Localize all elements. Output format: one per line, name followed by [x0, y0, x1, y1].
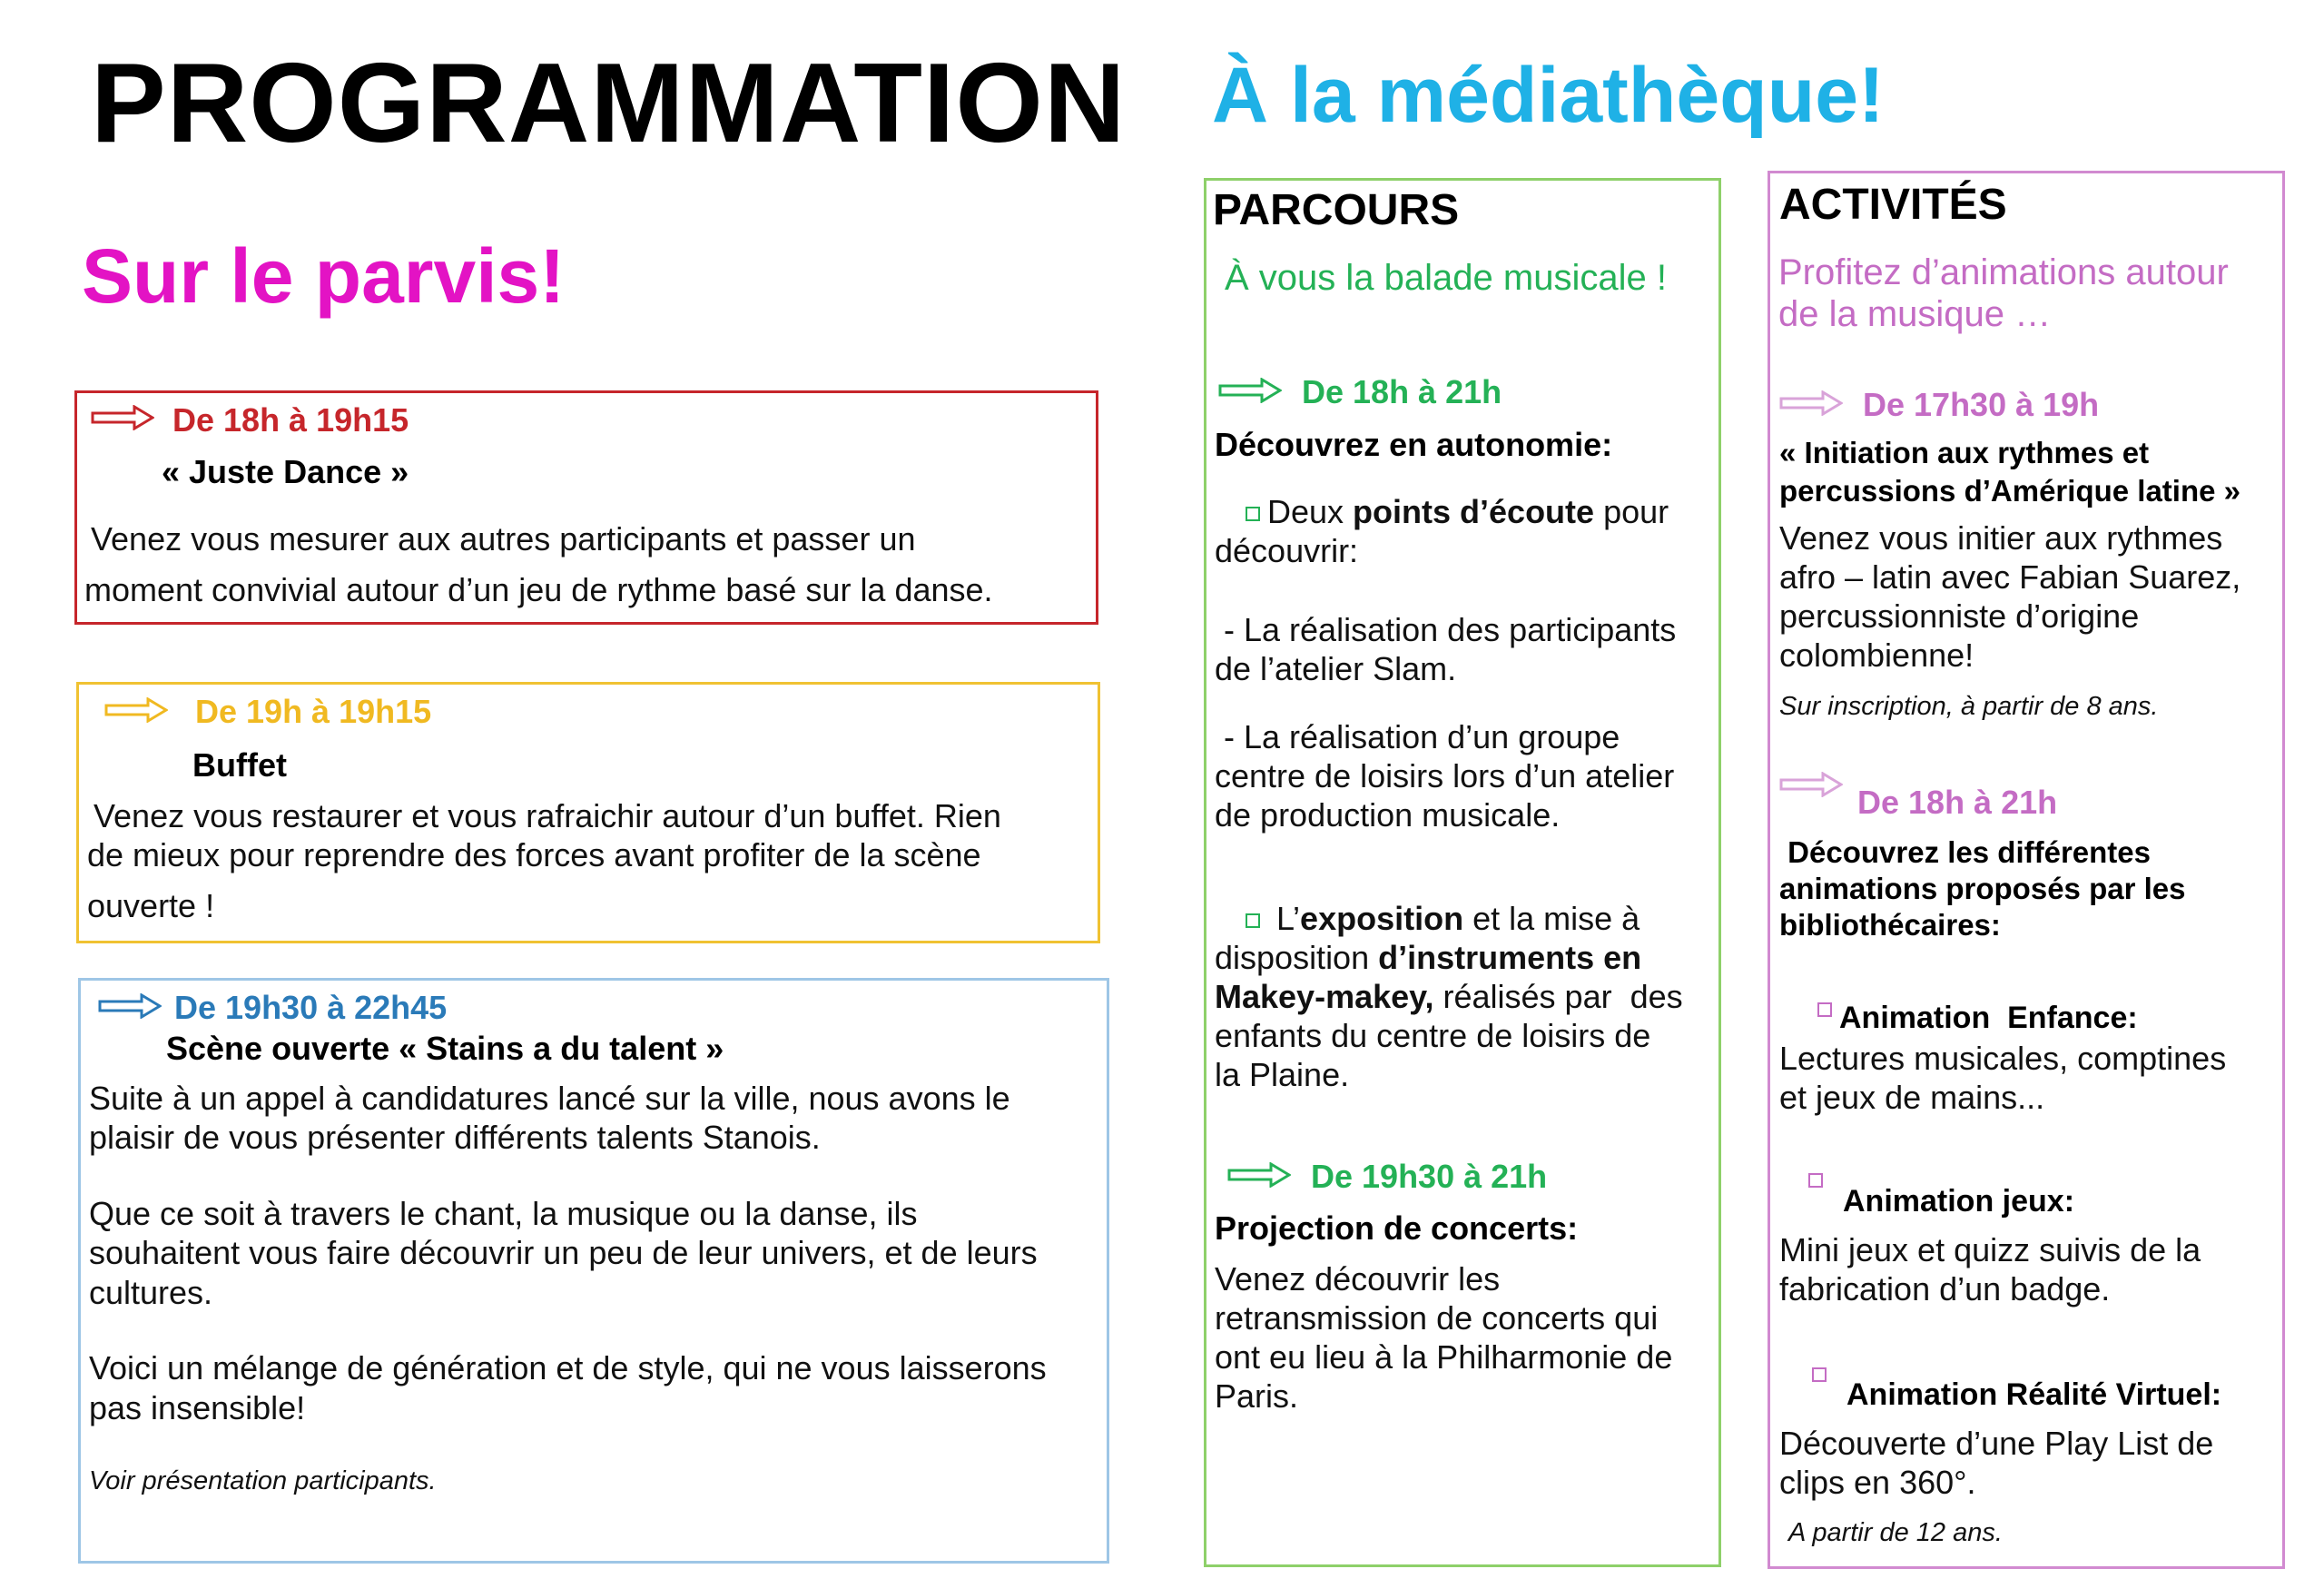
parcours-heading: PARCOURS — [1213, 186, 1460, 234]
activites-tagline-l2: de la musique … — [1778, 294, 2052, 334]
activites-tagline-l1: Profitez d’animations autour — [1778, 252, 2229, 292]
scene-time: De 19h30 à 22h45 — [174, 989, 448, 1026]
arrow-right-icon — [104, 697, 168, 723]
parcours-item1-l2: découvrir: — [1215, 532, 1359, 569]
scene-p2-l1: Que ce soit à travers le chant, la musique ou la danse, ils — [89, 1195, 918, 1232]
activites-slot1-l4: colombienne! — [1779, 636, 1974, 674]
parcours-slot2-l3: ont eu lieu à la Philharmonie de — [1215, 1338, 1673, 1376]
activites-slot1-label-l1: « Initiation aux rythmes et — [1779, 436, 2150, 469]
parcours-dash1-l2: de l’atelier Slam. — [1215, 650, 1457, 687]
activites-enfance-title: Animation Enfance: — [1817, 999, 2138, 1038]
parcours-tagline: À vous la balade musicale ! — [1225, 258, 1667, 298]
juste-dance-text-2: moment convivial autour d’un jeu de rythme basé sur la danse. — [84, 571, 993, 608]
arrow-right-icon — [98, 993, 162, 1019]
parcours-item2-l5: la Plaine. — [1215, 1056, 1350, 1093]
mediatheque-heading: À la médiathèque! — [1212, 52, 1885, 139]
parcours-dash2-l2: centre de loisirs lors d’un atelier — [1215, 757, 1675, 794]
activites-slot1-l3: percussionniste d’origine — [1779, 597, 2140, 635]
activites-slot1-label-l2: percussions d’Amérique latine » — [1779, 474, 2240, 508]
juste-dance-time: De 18h à 19h15 — [172, 401, 409, 439]
parcours-slot2-l4: Paris. — [1215, 1377, 1299, 1415]
checkbox-icon — [1246, 507, 1260, 521]
activites-slot1-note: Sur inscription, à partir de 8 ans. — [1779, 692, 2159, 721]
scene-p2-l3: cultures. — [89, 1274, 213, 1311]
scene-p3-l2: pas insensible! — [89, 1389, 306, 1426]
checkbox-icon — [1246, 913, 1260, 928]
parcours-slot1-label: Découvrez en autonomie: — [1215, 426, 1613, 463]
parcours-slot2-time: De 19h30 à 21h — [1311, 1158, 1548, 1195]
activites-slot1-l2: afro – latin avec Fabian Suarez, — [1779, 558, 2241, 596]
parvis-heading: Sur le parvis! — [82, 233, 566, 319]
activites-slot2-label-l1: Découvrez les différentes — [1779, 835, 2151, 869]
buffet-text-2: de mieux pour reprendre des forces avant profiter de la scène — [87, 836, 981, 873]
parcours-slot2-label: Projection de concerts: — [1215, 1209, 1579, 1247]
activites-slot1-l1: Venez vous initier aux rythmes — [1779, 519, 2223, 557]
page-title: PROGRAMMATION — [91, 41, 1127, 166]
parcours-item2-l3: Makey-makey, réalisés par des — [1215, 978, 1683, 1015]
arrow-right-icon — [1779, 772, 1843, 797]
scene-p3-l1: Voici un mélange de génération et de style, qui ne vous laisserons — [89, 1349, 1047, 1386]
buffet-text-1: Venez vous restaurer et vous rafraichir autour d’un buffet. Rien — [94, 797, 1001, 834]
buffet-time: De 19h à 19h15 — [195, 693, 432, 730]
activites-vr-l1: Découverte d’une Play List de — [1779, 1425, 2214, 1462]
activites-enfance-l2: et jeux de mains... — [1779, 1079, 2045, 1116]
parcours-dash1-l1: - La réalisation des participants — [1215, 611, 1677, 648]
scene-p2-l2: souhaitent vous faire découvrir un peu de leur univers, et de leurs — [89, 1234, 1038, 1271]
activites-jeux-title: Animation jeux: — [1843, 1184, 2075, 1219]
parcours-dash2-l1: - La réalisation d’un groupe — [1215, 718, 1620, 755]
activites-slot2-label-l2: animations proposés par les — [1779, 872, 2186, 905]
checkbox-icon — [1812, 1367, 1827, 1382]
parcours-slot2-l1: Venez découvrir les — [1215, 1260, 1501, 1298]
parcours-item2-l4: enfants du centre de loisirs de — [1215, 1017, 1651, 1054]
checkbox-icon — [1808, 1173, 1823, 1188]
activites-slot2-time: De 18h à 21h — [1857, 784, 2058, 821]
arrow-right-icon — [1779, 390, 1843, 416]
checkbox-icon — [1817, 1002, 1832, 1017]
parcours-slot2-l2: retransmission de concerts qui — [1215, 1299, 1659, 1337]
arrow-right-icon — [1227, 1162, 1291, 1188]
buffet-title: Buffet — [192, 746, 287, 784]
scene-p1-l1: Suite à un appel à candidatures lancé sur la ville, nous avons le — [89, 1080, 1010, 1117]
buffet-text-3: ouverte ! — [87, 887, 215, 924]
scene-note: Voir présentation participants. — [89, 1466, 437, 1495]
arrow-right-icon — [1218, 378, 1282, 403]
arrow-right-icon — [91, 405, 154, 430]
parcours-dash2-l3: de production musicale. — [1215, 796, 1561, 834]
scene-p1-l2: plaisir de vous présenter différents talents Stanois. — [89, 1119, 821, 1156]
parcours-item2: L’exposition et la mise à — [1246, 899, 1640, 939]
activites-vr-note: A partir de 12 ans. — [1788, 1518, 2003, 1547]
parcours-item1: Deux points d’écoute pour — [1246, 492, 1669, 532]
juste-dance-title: « Juste Dance » — [162, 453, 409, 490]
activites-vr-title: Animation Réalité Virtuel: — [1846, 1377, 2222, 1412]
juste-dance-text-1: Venez vous mesurer aux autres participants et passer un — [91, 520, 916, 558]
activites-jeux-l1: Mini jeux et quizz suivis de la — [1779, 1231, 2201, 1268]
activites-vr-l2: clips en 360°. — [1779, 1464, 1976, 1501]
activites-jeux-l2: fabrication d’un badge. — [1779, 1270, 2111, 1308]
activites-slot2-label-l3: bibliothécaires: — [1779, 908, 2001, 942]
activites-enfance-l1: Lectures musicales, comptines — [1779, 1040, 2227, 1077]
parcours-item2-l2: disposition d’instruments en — [1215, 939, 1642, 976]
scene-title: Scène ouverte « Stains a du talent » — [166, 1030, 724, 1067]
parcours-slot1-time: De 18h à 21h — [1302, 373, 1502, 410]
activites-heading: ACTIVITÉS — [1779, 181, 2007, 229]
activites-slot1-time: De 17h30 à 19h — [1863, 386, 2100, 423]
